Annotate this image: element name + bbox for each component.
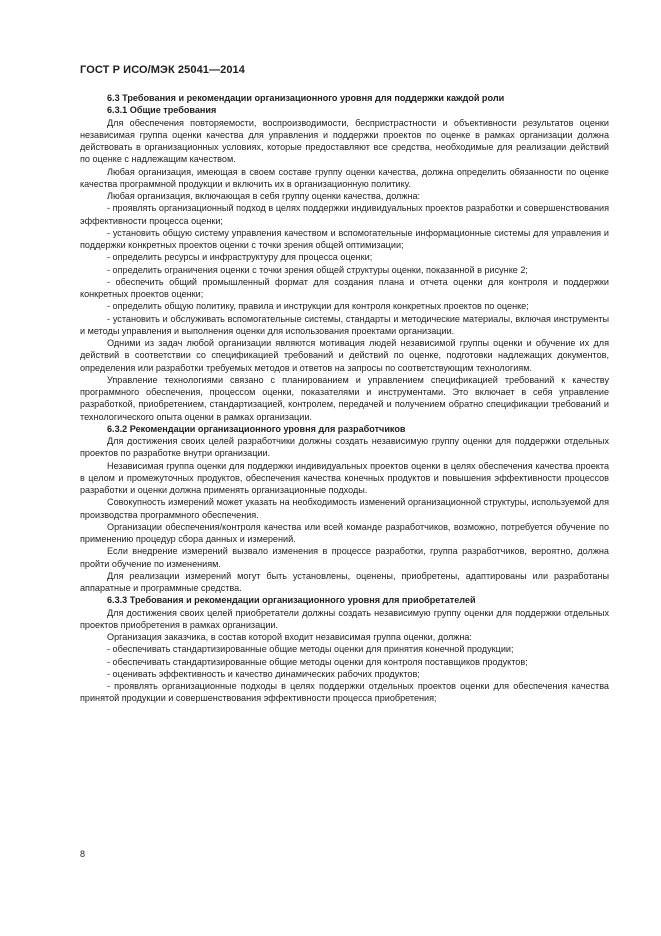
paragraph: Совокупность измерений может указать на необходимость изменений организационной структуры, используемой для производства программного обеспечения. — [80, 497, 609, 520]
paragraph: Любая организация, имеющая в своем составе группу оценки качества, должна определить обязанности по оценке качества программной продукции и включить их в организационную политику. — [80, 166, 609, 189]
list-item: - обеспечивать стандартизированные общие методы оценки для контроля поставщиков продуктов; — [107, 656, 528, 667]
paragraph: Для реализации измерений могут быть установлены, оценены, приобретены, адаптированы или разработаны аппаратные и программные средства. — [80, 570, 609, 593]
list-item: - проявлять организационные подходы в целях поддержки отдельных проектов оценки для обеспечения качества принятой продукции и совершенствования эффективности процесса приобретения; — [80, 681, 609, 704]
subsection-heading: 6.3.1 Общие требования — [107, 105, 217, 116]
section-heading: 6.3 Требования и рекомендации организационного уровня для поддержки каждой роли — [107, 93, 505, 103]
paragraph: Если внедрение измерений вызвало изменения в процессе разработки, группа разработчиков, вероятно, должна пройти обучение по изменениям. — [80, 546, 609, 569]
list-item: - обеспечить общий промышленный формат для создания плана и отчета оценки для контроля и поддержки конкретных проектов оценки; — [80, 276, 609, 299]
list-item: - определить общую политику, правила и инструкции для контроля конкретных проектов по оценке; — [107, 301, 529, 312]
paragraph: Любая организация, включающая в себя группу оценки качества, должна: — [107, 191, 421, 201]
paragraph: Организации обеспечения/контроля качества или всей команде разработчиков, возможно, потребуется обучение по применению процедур сбора данных и измерений. — [80, 521, 609, 544]
paragraph: Для достижения своих целей приобретатели должны создать независимую группу оценки для поддержки отдельных проектов приобретения в рамках организации. — [80, 607, 609, 630]
subsection-heading: 6.3.2 Рекомендации организационного уровня для разработчиков — [107, 423, 406, 434]
list-item: - установить общую систему управления качеством и вспомогательные информационные системы для управления и поддержки конкретных проектов оценки с точки зрения общей оптимизации; — [80, 227, 609, 250]
paragraph: Для обеспечения повторяемости, воспроизводимости, беспристрастности и объективности результатов оценки независимая группа оценки качества для управления и поддержки проектов по оценке в рамках организации должна действовать в организационных условиях, которые предоставляют все средства, необходимые для реализации действий по оценке с надлежащим качеством. — [80, 117, 609, 165]
list-item: - определить ресурсы и инфраструктуру для процесса оценки; — [107, 252, 373, 263]
document-header: ГОСТ Р ИСО/МЭК 25041—2014 — [80, 64, 245, 76]
paragraph: Организация заказчика, в состав которой входит независимая группа оценки, должна: — [107, 632, 472, 642]
subsection-heading: 6.3.3 Требования и рекомендации организационного уровня для приобретателей — [107, 595, 476, 606]
list-item: - установить и обслуживать вспомогательные системы, стандарты и методические материалы, включая инструменты и методы управления и выполнения оценки для использования проектами организации. — [80, 313, 609, 336]
list-item: - оценивать эффективность и качество динамических рабочих продуктов; — [107, 668, 420, 679]
list-item: - проявлять организационный подход в целях поддержки индивидуальных проектов разработки и совершенствования эффективности процесса оценки; — [80, 203, 609, 226]
page-number: 8 — [80, 849, 86, 859]
document-body — [80, 92, 609, 705]
paragraph: Одними из задач любой организации являются мотивация людей независимой группы оценки и обучение их для действий в соответствии со спецификацией требований и действий по оценке, подготовки надлежащих документов, определения или разработки требуемых методов и ответов на запросы по соответствующим технологиям. — [80, 338, 609, 373]
paragraph: Независимая группа оценки для поддержки индивидуальных проектов оценки в целях обеспечения качества проекта в целом и промежуточных продуктов, обеспечения качества конечных продуктов и повышения эффективности процессов разработки и оценки должна применять организационные подходы. — [80, 460, 609, 495]
paragraph: Для достижения своих целей разработчики должны создать независимую группу оценки для поддержки отдельных проектов по разработке внутри организации. — [80, 436, 609, 459]
list-item: - определить ограничения оценки с точки зрения общей структуры оценки, показанной в рисунке 2; — [107, 264, 528, 275]
list-item: - обеспечивать стандартизированные общие методы оценки для принятия конечной продукции; — [107, 644, 514, 655]
paragraph: Управление технологиями связано с планированием и управлением спецификацией требований к качеству программного обеспечения, процессом оценки, показателями и инструментами. Это включает в себя управление разработкой, приобретением, стандартизацией, контролем, передачей и получением обратно спецификации требований и технологического опыта оценки в рамках организации. — [80, 374, 609, 422]
